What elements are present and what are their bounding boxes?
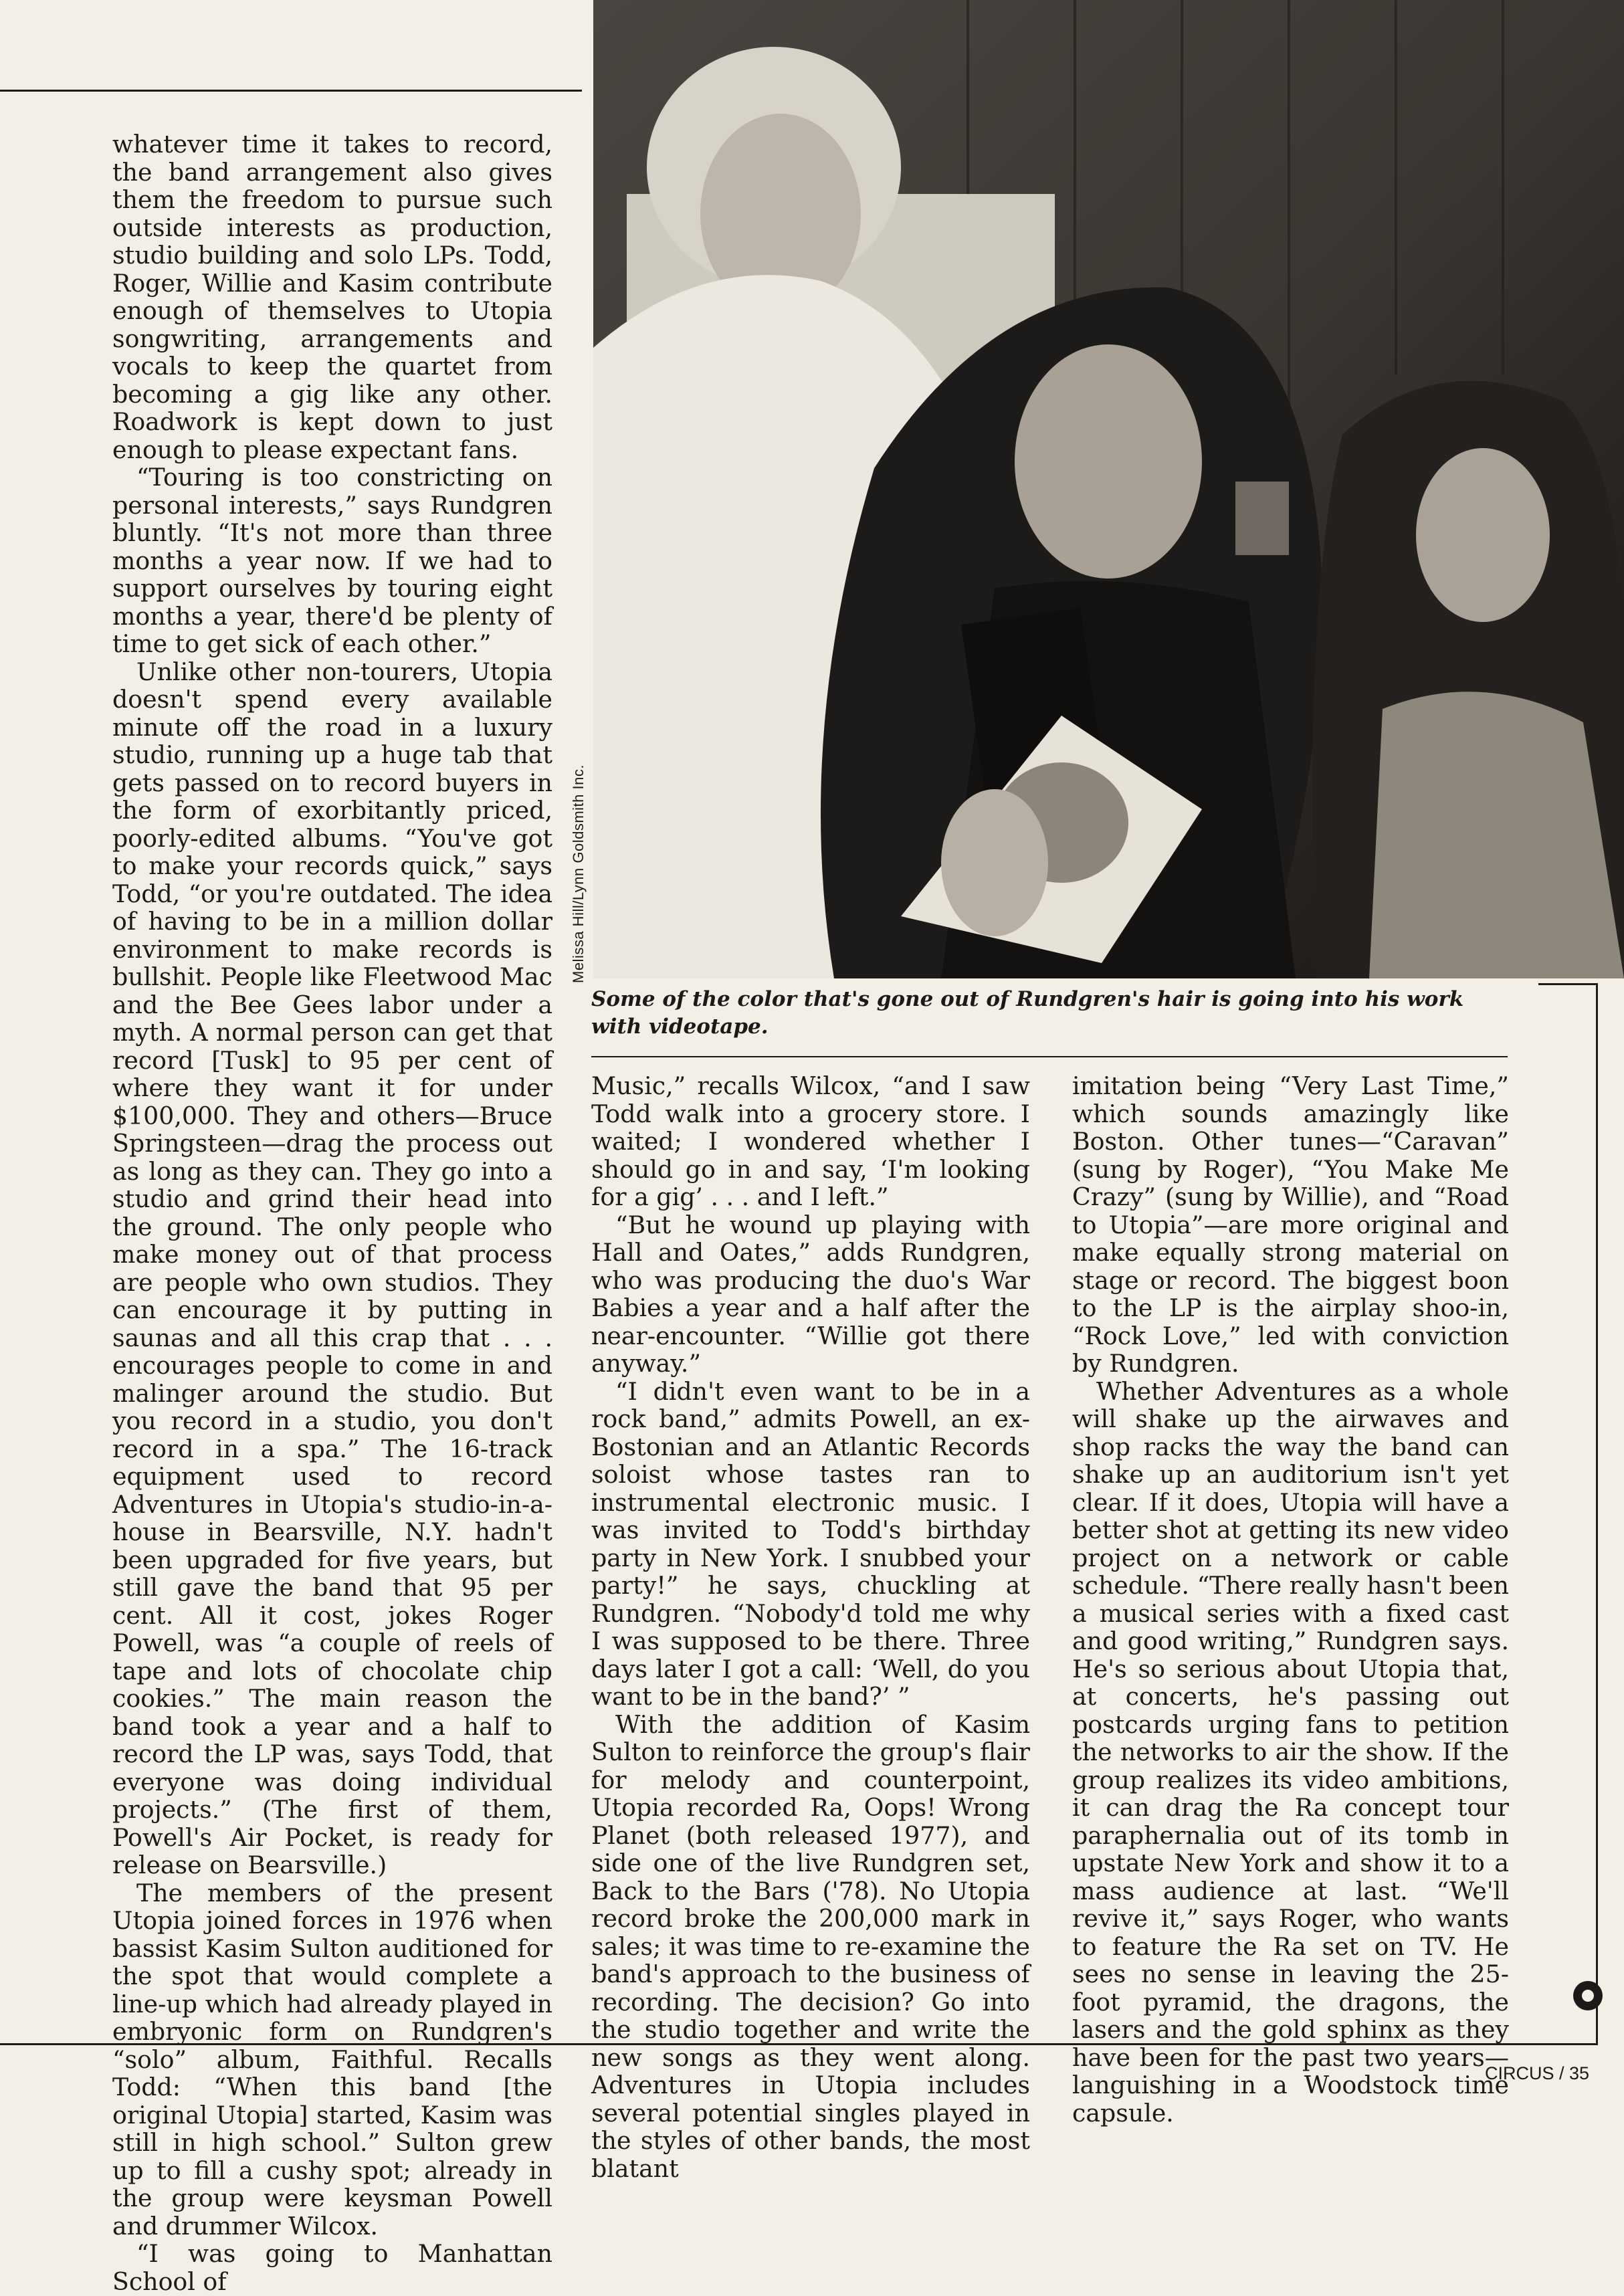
photo-credit: Melissa Hill/Lynn Goldsmith Inc.: [570, 764, 587, 983]
paragraph: imitation being “Very Last Time,” which sounds amazingly like Boston. Other tunes—“Caravan” (sung by Roger), “You Make Me Crazy” (sung by Willie), and “Road to Utopia”—are more original and make equally strong material on stage or record. The biggest boon to the LP is the airplay shoo-in, “Rock Love,” led with conviction by Rundgren.: [1072, 1071, 1509, 1378]
paragraph: Music,” recalls Wilcox, “and I saw Todd walk into a grocery store. I waited; I wondered whether I should go in and say, ‘I'm looking for a gig’ . . . and I left.”: [591, 1071, 1030, 1211]
paragraph: “I didn't even want to be in a rock band,” admits Powell, an ex-Bostonian and an Atlantic Records soloist whose tastes ran to instrumental electronic music. I was invited to Todd's birthday party in New York. I snubbed your party!” he says, chuckling at Rundgren. “Nobody'd told me why I was supposed to be there. Three days later I got a call: ‘Well, do you want to be in the band?’ ”: [591, 1376, 1030, 1711]
right-rule-cap: [1538, 983, 1597, 985]
paragraph: Whether Adventures as a whole will shake up the airwaves and shop racks the way the band can shake up an auditorium isn't yet clear. If it does, Utopia will have a better shot at getting its new video project on a network or cable schedule. “There really hasn't been a musical series with a fixed cast and good writing,” Rundgren says. He's so serious about Utopia that, at concerts, he's passing out postcards urging fans to petition the networks to air the show. If the group realizes its video ambitions, it can drag the Ra concept tour paraphernalia out of its tomb in upstate New York and show it to a mass audience at last. “We'll revive it,” says Roger, who wants to feature the Ra set on TV. He sees no sense in leaving the 25-foot pyramid, the dragons, the lasers and the gold sphinx as they have been for the past two years—languishing in a Woodstock time capsule.: [1072, 1376, 1510, 2127]
paragraph: “Touring is too constricting on personal interests,” says Rundgren bluntly. “It's not more than three months a year now. If we had to support ourselves by touring eight months a year, there'd be plenty of time to get sick of each other.”: [112, 463, 552, 658]
right-vertical-rule: [1596, 983, 1598, 2045]
caption-underline-rule: [591, 1056, 1508, 1057]
paragraph: Unlike other non-tourers, Utopia doesn't spend every available minute off the road in a luxury studio, running up a huge tab that gets passed on to record buyers in the form of exorbitantly priced, poorly-edited albums. “You've got to make your records quick,” says Todd, “or you're outdated. The idea of having to be in a million dollar environment to make records is bullshit. People like Fleetwood Mac and the Bee Gees labor under a myth. A normal person can get that record [Tusk] to 95 per cent of where they want it for under $100,000. They and others—Bruce Springsteen—drag the process out as long as they can. They go into a studio and grind their head into the ground. The only people who make money out of that process are people who own studios. They can encourage it by putting in saunas and all this crap that . . . encourages people to come in and malinger around the studio. But you record in a studio, you don't record in a spa.” The 16-track equipment used to record Adventures in Utopia's studio-in-a-house in Bearsville, N.Y. hadn't been upgraded for five years, but still gave the band that 95 per cent. All it cost, jokes Roger Powell, was “a couple of reels of tape and lots of chocolate chip cookies.” The main reason the band took a year and a half to record the LP was, says Todd, that everyone was doing individual projects.” (The first of them, Powell's Air Pocket, is ready for release on Bearsville.): [112, 657, 552, 1879]
article-photo: [593, 0, 1624, 978]
top-left-rule: [0, 90, 582, 92]
article-column-1: [112, 130, 552, 2295]
paragraph: whatever time it takes to record, the band arrangement also gives them the freedom to pursue such outside interests as production, studio building and solo LPs. Todd, Roger, Willie and Kasim contribute enough of themselves to Utopia songwriting, arrangements and vocals to keep the quartet from becoming a gig like any other. Roadwork is kept down to just enough to please expectant fans.: [112, 130, 552, 464]
paragraph: “But he wound up playing with Hall and Oates,” adds Rundgren, who was producing the duo's War Babies a year and a half after the near-encounter. “Willie got there anyway.”: [591, 1210, 1030, 1378]
paragraph: “I was going to Manhattan School of: [112, 2239, 552, 2296]
paragraph: With the addition of Kasim Sulton to reinforce the group's flair for melody and counterpoint, Utopia recorded Ra, Oops! Wrong Planet (both released 1977), and side one of the live Rundgren set, Back to the Bars ('78). No Utopia record broke the 200,000 mark in sales; it was time to re-examine the band's approach to the business of recording. The decision? Go into the studio together and write the new songs as they went along. Adventures in Utopia includes several potential singles played in the styles of other bands, the most blatant: [591, 1709, 1030, 2183]
paragraph: The members of the present Utopia joined forces in 1976 when bassist Kasim Sulton auditioned for the spot that would complete a line-up which had already played in embryonic form on Rundgren's “solo” album, Faithful. Recalls Todd: “When this band [the original Utopia] started, Kasim was still in high school.” Sulton grew up to fill a cushy spot; already in the group were keysman Powell and drummer Wilcox.: [112, 1878, 552, 2240]
article-column-3: [1072, 1072, 1509, 2127]
photo-caption: Some of the color that's gone out of Rundgren's hair is going into his work with videotape.: [591, 987, 1464, 1039]
end-of-article-icon: [1573, 1981, 1603, 2010]
page-folio: CIRCUS / 35: [1484, 2063, 1589, 2083]
article-column-2: [591, 1072, 1030, 2182]
